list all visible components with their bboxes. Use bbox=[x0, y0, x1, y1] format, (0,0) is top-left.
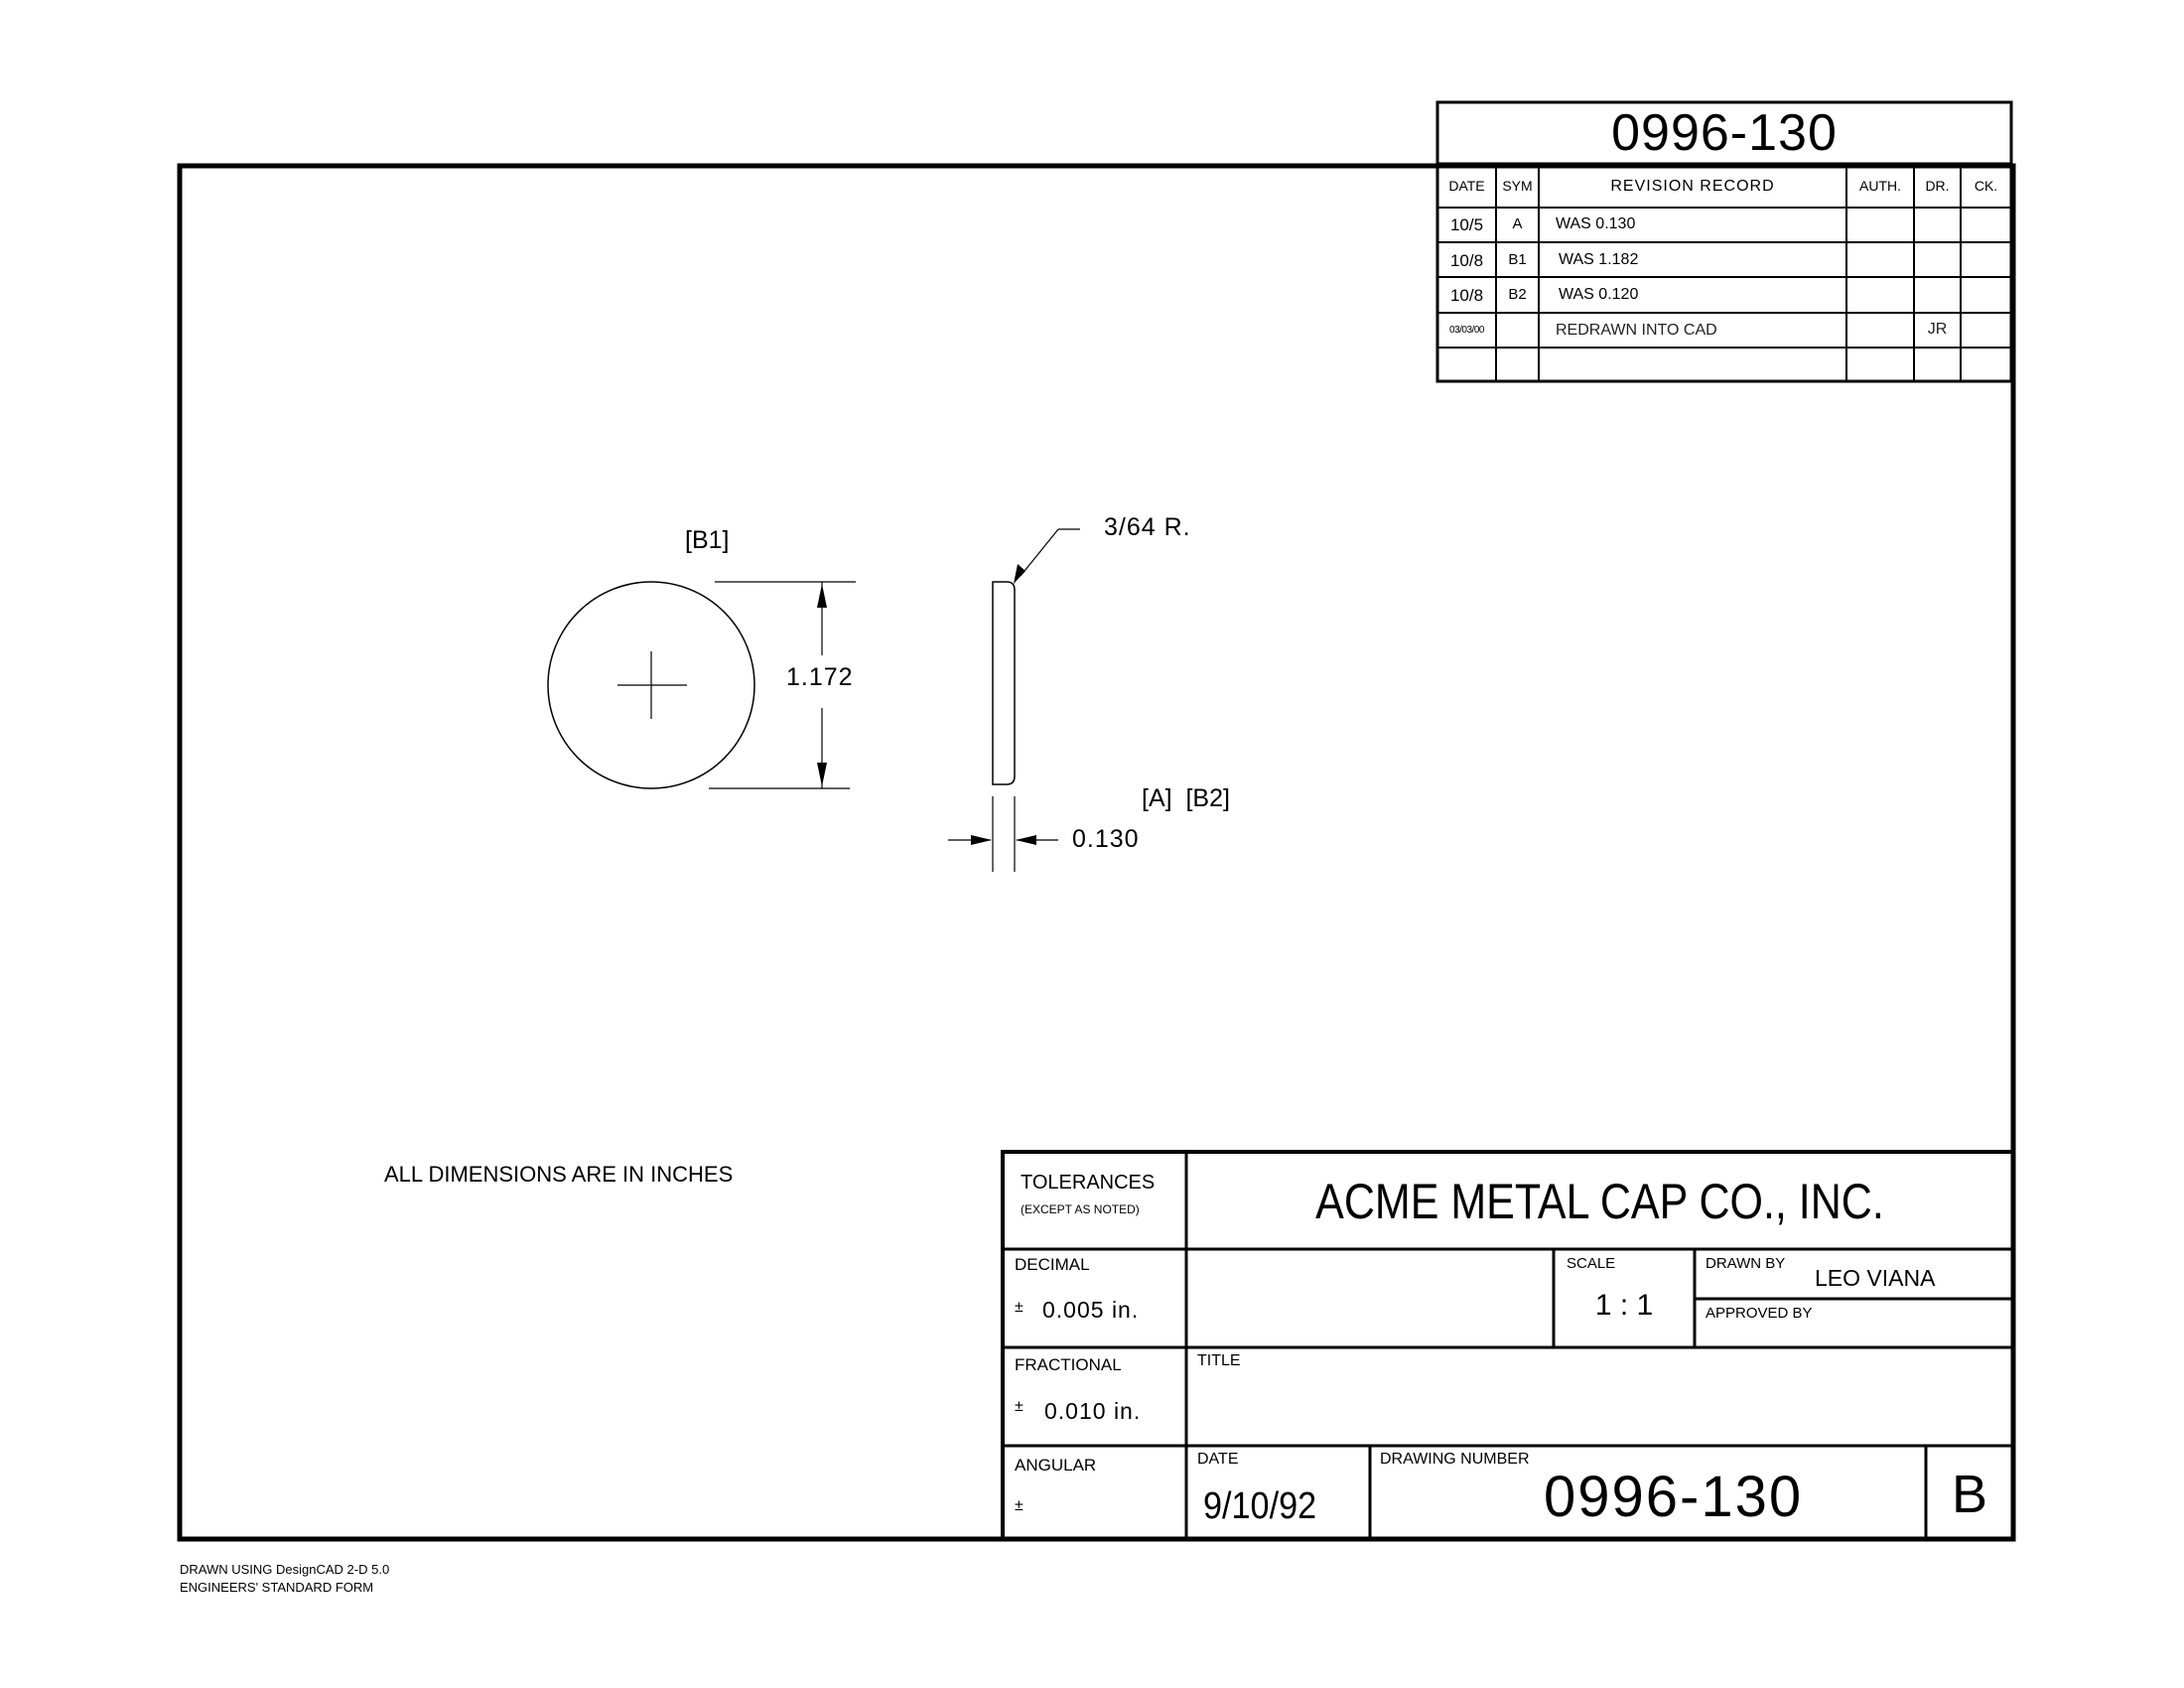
revision-row-dr: JR bbox=[1927, 321, 1948, 338]
drawing-number-value: 0996-130 bbox=[1544, 1465, 1804, 1529]
revision-row-date: 10/5 bbox=[1449, 215, 1484, 234]
revision-row-record: WAS 0.120 bbox=[1559, 286, 1639, 303]
header-drawing-number: 0996-130 bbox=[1611, 104, 1838, 162]
diameter-arrow-top bbox=[817, 584, 827, 608]
date-label: DATE bbox=[1197, 1451, 1239, 1468]
units-note: ALL DIMENSIONS ARE IN INCHES bbox=[384, 1162, 734, 1187]
approved-by-label: APPROVED BY bbox=[1706, 1305, 1813, 1322]
thickness-dimension-lines bbox=[948, 796, 1058, 872]
revision-row-sym: A bbox=[1512, 215, 1523, 232]
tolerances-label: TOLERANCES bbox=[1021, 1172, 1156, 1194]
footer-form-note: ENGINEERS' STANDARD FORM bbox=[180, 1580, 374, 1595]
fractional-plus-minus: ± bbox=[1015, 1398, 1024, 1415]
revision-header-date: DATE bbox=[1448, 178, 1485, 194]
drawn-by-value: LEO VIANA bbox=[1815, 1265, 1936, 1291]
thickness-arrow-right bbox=[1016, 835, 1036, 845]
radius-leader-arrow bbox=[1014, 564, 1025, 584]
revision-header-auth: AUTH. bbox=[1859, 178, 1901, 194]
revision-row-date: 10/8 bbox=[1449, 251, 1484, 270]
revision-row-record: REDRAWN INTO CAD bbox=[1556, 322, 1717, 339]
revision-row-record: WAS 1.182 bbox=[1559, 251, 1639, 268]
radius-note: 3/64 R. bbox=[1104, 513, 1191, 541]
angular-plus-minus: ± bbox=[1015, 1497, 1024, 1514]
revision-header-ck: CK. bbox=[1974, 178, 1998, 194]
decimal-label: DECIMAL bbox=[1015, 1255, 1090, 1274]
part-side-view-profile bbox=[993, 582, 1015, 784]
diameter-arrow-bottom bbox=[817, 763, 827, 786]
scale-value: 1 : 1 bbox=[1594, 1289, 1654, 1322]
revision-row-sym: B2 bbox=[1508, 286, 1527, 303]
drawn-by-label: DRAWN BY bbox=[1706, 1255, 1786, 1272]
company-name: ACME METAL CAP CO., INC. bbox=[1315, 1174, 1884, 1229]
thickness-revision-tags: [A] [B2] bbox=[1142, 784, 1230, 812]
title-label: TITLE bbox=[1197, 1352, 1241, 1369]
angular-label: ANGULAR bbox=[1015, 1456, 1097, 1475]
fractional-tolerance-value: 0.010 in. bbox=[1044, 1398, 1142, 1424]
revision-table-grid bbox=[1437, 166, 2011, 381]
fractional-label: FRACTIONAL bbox=[1015, 1355, 1122, 1374]
radius-leader-line bbox=[1021, 529, 1080, 576]
decimal-tolerance-value: 0.005 in. bbox=[1042, 1297, 1140, 1323]
revision-row-sym: B1 bbox=[1508, 251, 1527, 268]
revision-letter: B bbox=[1951, 1465, 1988, 1524]
revision-header-record: REVISION RECORD bbox=[1610, 178, 1775, 195]
thickness-dimension-value: 0.130 bbox=[1072, 825, 1140, 853]
diameter-dimension-value: 1.172 bbox=[786, 663, 854, 691]
drawing-number-label: DRAWING NUMBER bbox=[1380, 1451, 1530, 1468]
revision-row-date: 03/03/00 bbox=[1449, 325, 1484, 336]
scale-label: SCALE bbox=[1567, 1255, 1616, 1272]
revision-row-record: WAS 0.130 bbox=[1556, 215, 1636, 232]
revision-row-date: 10/8 bbox=[1449, 286, 1484, 305]
revision-header-dr: DR. bbox=[1925, 178, 1950, 194]
revision-header-sym: SYM bbox=[1502, 178, 1533, 194]
tolerances-subtitle: (EXCEPT AS NOTED) bbox=[1021, 1202, 1140, 1216]
decimal-plus-minus: ± bbox=[1015, 1299, 1024, 1316]
date-value: 9/10/92 bbox=[1203, 1485, 1317, 1527]
thickness-arrow-left bbox=[971, 835, 992, 845]
footer-software-note: DRAWN USING DesignCAD 2-D 5.0 bbox=[180, 1562, 390, 1577]
front-view-revision-tag: [B1] bbox=[685, 526, 730, 554]
